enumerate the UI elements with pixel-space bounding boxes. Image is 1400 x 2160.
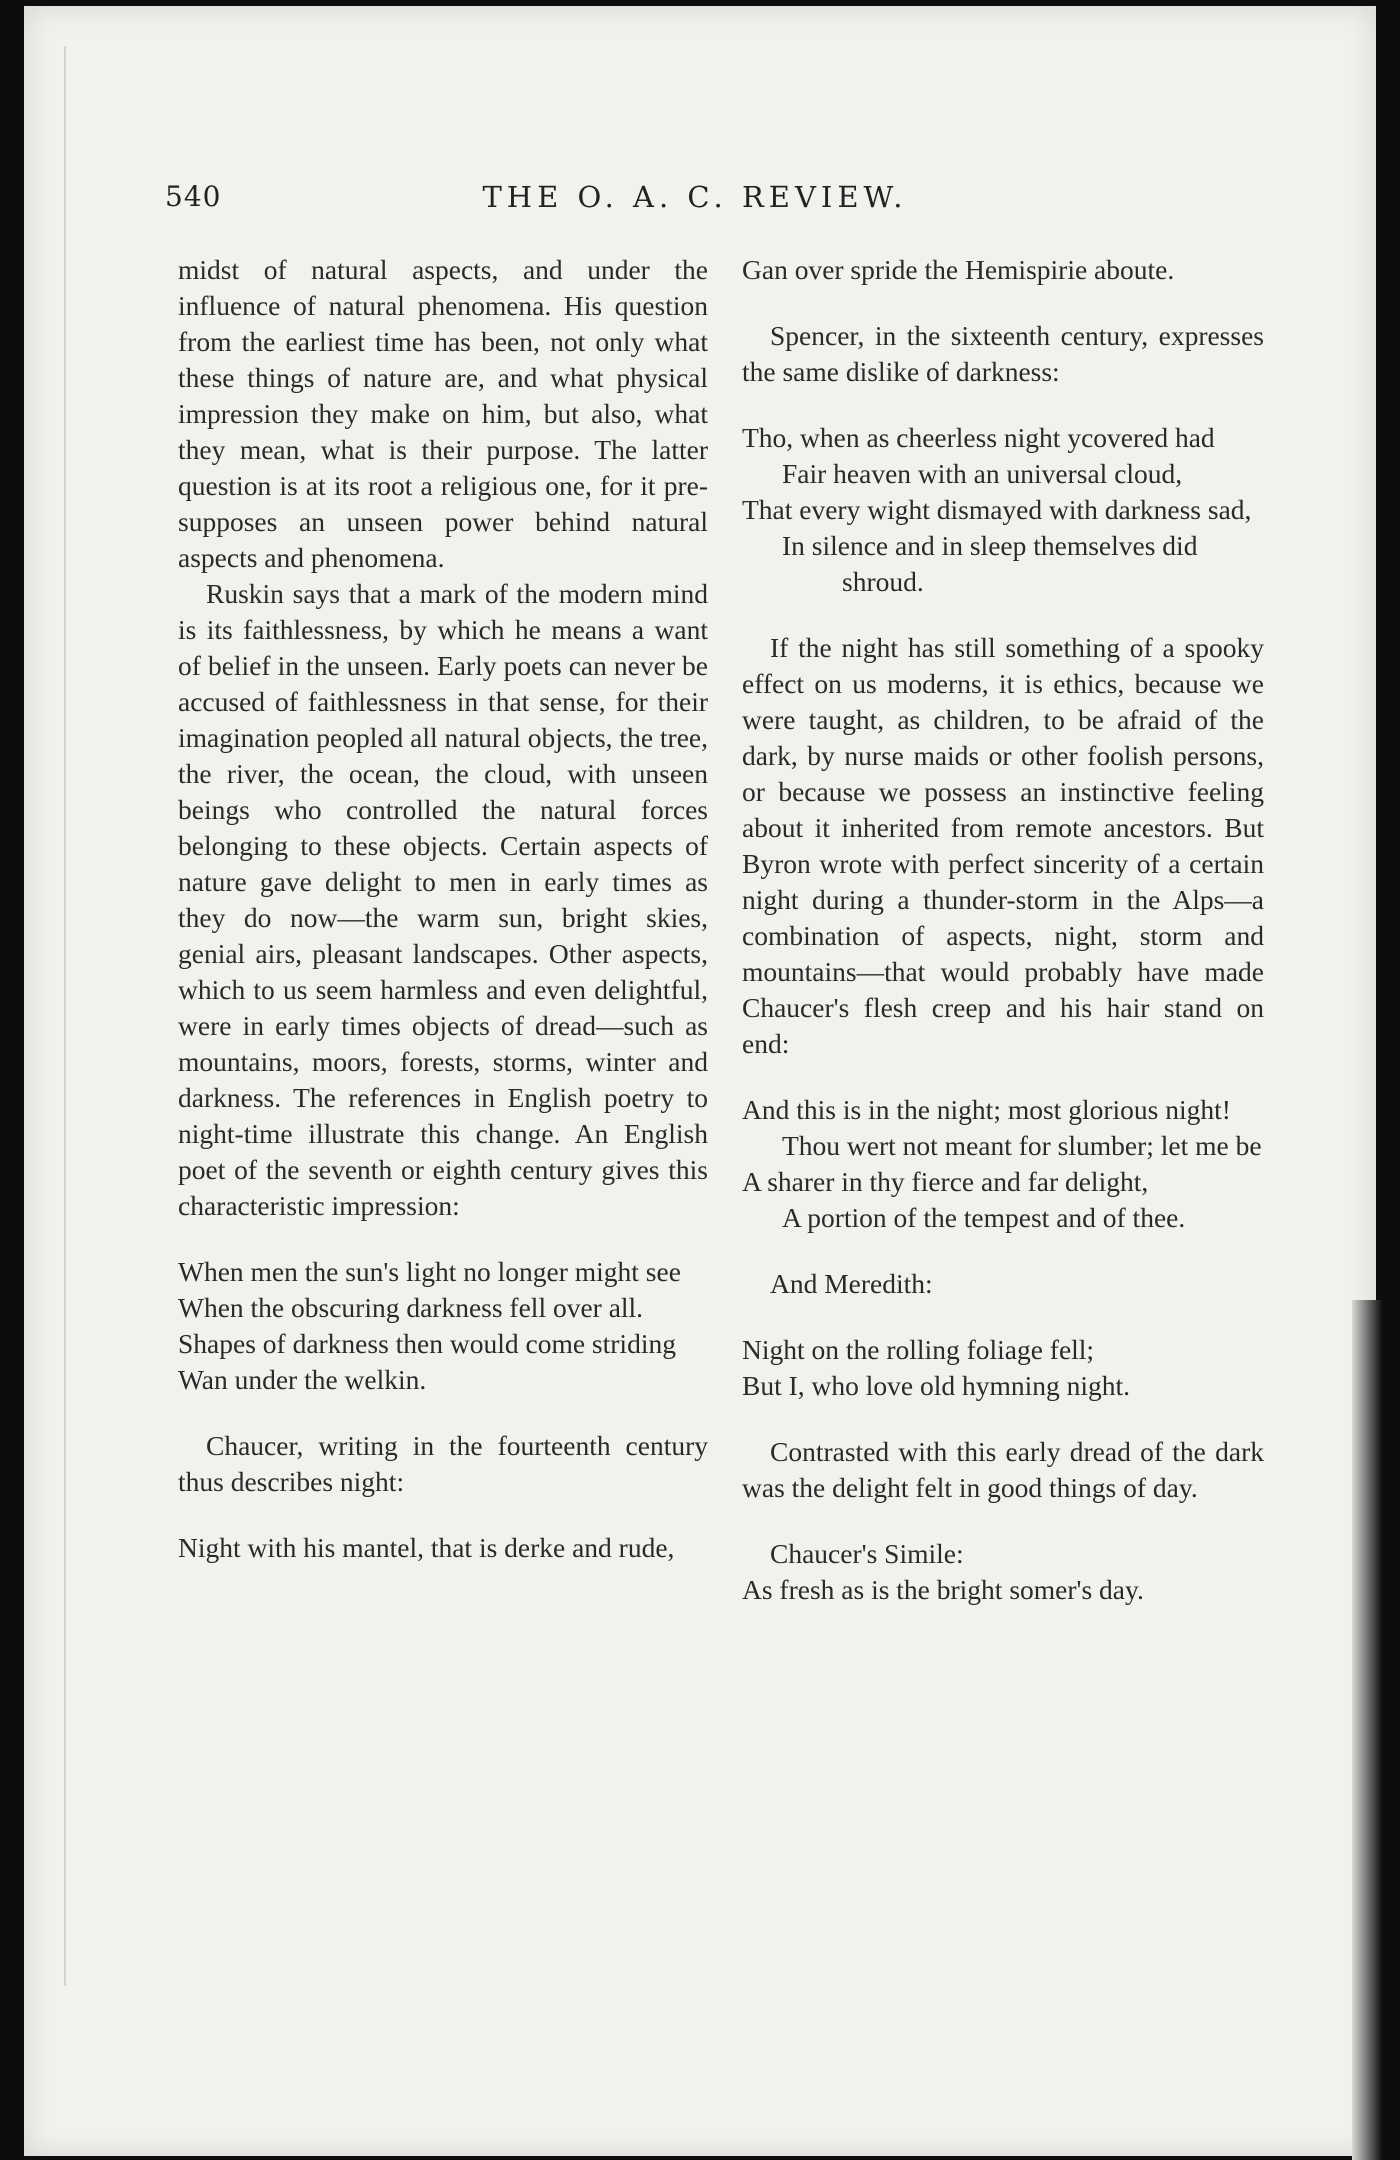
verse-byron: [742, 1092, 1264, 1236]
verse-line: Gan over spride the Hemispirie aboute.: [742, 254, 1175, 285]
verse-chaucer-night-cont: [742, 252, 1264, 288]
right-column: [742, 252, 1264, 1608]
page-header: [165, 180, 1225, 230]
verse-line: When the obscuring darkness fell over all.: [178, 1292, 644, 1323]
paragraph-3: Chaucer, writing in the fourteenth century thus describes night:: [178, 1430, 708, 1497]
paragraph-5: If the night has still something of a spooky effect on us moderns, it is ethics, because we were taught, as children, to be afraid of the dark, by nurse maids or other foolish persons, or because we possess an instinctive feeling about it inherited from remote ancestors. But Byron wrote with perfect sincerity of a certain night during a thunder-storm in the Alps—a combination of aspects, night, storm and mountains—that would probably have made Chaucer's flesh creep and his hair stand on end:: [742, 632, 1264, 1059]
verse-line: A sharer in thy fierce and far delight,: [742, 1166, 1149, 1197]
spacer: [742, 1062, 1264, 1092]
spacer: [742, 1404, 1264, 1434]
verse-line: That every wight dismayed with darkness sad,: [742, 494, 1252, 525]
meredith-intro: And Meredith:: [770, 1268, 933, 1299]
verse-line: Fair heaven with an universal cloud,: [782, 458, 1183, 489]
paragraph-1: midst of natural aspects, and under the influence of natural phenomena. His question from the earliest time has been, not only what these things of nature are, and what physical impression they make on him, but also, what they mean, what is their purpose. The latter question is at its root a religious one, for it pre-supposes an unseen power behind natural aspects and phenomena.: [178, 254, 708, 573]
verse-line: But I, who love old hymning night.: [742, 1370, 1131, 1401]
spacer: [742, 1236, 1264, 1266]
verse-line: As fresh as is the bright somer's day.: [742, 1574, 1144, 1605]
spacer: [742, 390, 1264, 420]
spacer: [742, 288, 1264, 318]
verse-chaucer-simile: [742, 1572, 1264, 1608]
verse-line: Tho, when as cheerless night ycovered had: [742, 422, 1215, 453]
verse-line: In silence and in sleep themselves did shroud.: [782, 530, 1198, 597]
left-column: [178, 252, 708, 1566]
simile-intro: Chaucer's Simile:: [770, 1538, 964, 1569]
verse-chaucer-night: [178, 1530, 708, 1566]
spacer: [178, 1224, 708, 1254]
verse-meredith: [742, 1332, 1264, 1404]
journal-title: THE O. A. C. REVIEW.: [482, 180, 908, 214]
spacer: [178, 1500, 708, 1530]
spacer: [742, 600, 1264, 630]
binding-margin-line: [64, 46, 66, 1986]
spacer: [742, 1302, 1264, 1332]
paragraph-2: Ruskin says that a mark of the modern mind is its faithlessness, by which he means a want of belief in the unseen. Early poets can never be accused of faithlessness in that sense, for their imagination peopled all natural objects, the tree, the river, the ocean, the cloud, with unseen beings who controlled the natural forces belonging to these objects. Certain aspects of nature gave delight to men in early times as they do now—the warm sun, bright skies, genial airs, pleasant landscapes. Other aspects, which to us seem harmless and even delightful, were in early times objects of dread—such as mountains, moors, forests, storms, winter and darkness. The references in English poetry to night-time illustrate this change. An English poet of the seventh or eighth century gives this characteristic impression:: [178, 578, 708, 1221]
paragraph-6: Contrasted with this early dread of the dark was the delight felt in good things of day.: [742, 1436, 1264, 1503]
verse-anglo-saxon: [178, 1254, 708, 1398]
verse-line: Thou wert not meant for slumber; let me be: [782, 1130, 1262, 1161]
verse-spencer: [742, 420, 1264, 600]
verse-line: Night with his mantel, that is derke and rude,: [178, 1532, 675, 1563]
page-edge-shadow: [1352, 1300, 1382, 2160]
verse-line: And this is in the night; most glorious night!: [742, 1094, 1231, 1125]
verse-line: A portion of the tempest and of thee.: [782, 1202, 1186, 1233]
spacer: [742, 1506, 1264, 1536]
spacer: [178, 1398, 708, 1428]
paragraph-4: Spencer, in the sixteenth century, expresses the same dislike of darkness:: [742, 320, 1264, 387]
verse-line: Night on the rolling foliage fell;: [742, 1334, 1095, 1365]
verse-line: When men the sun's light no longer might see: [178, 1256, 681, 1287]
verse-line: Shapes of darkness then would come striding: [178, 1328, 676, 1359]
page-number: 540: [165, 180, 222, 213]
verse-line: Wan under the welkin.: [178, 1364, 427, 1395]
